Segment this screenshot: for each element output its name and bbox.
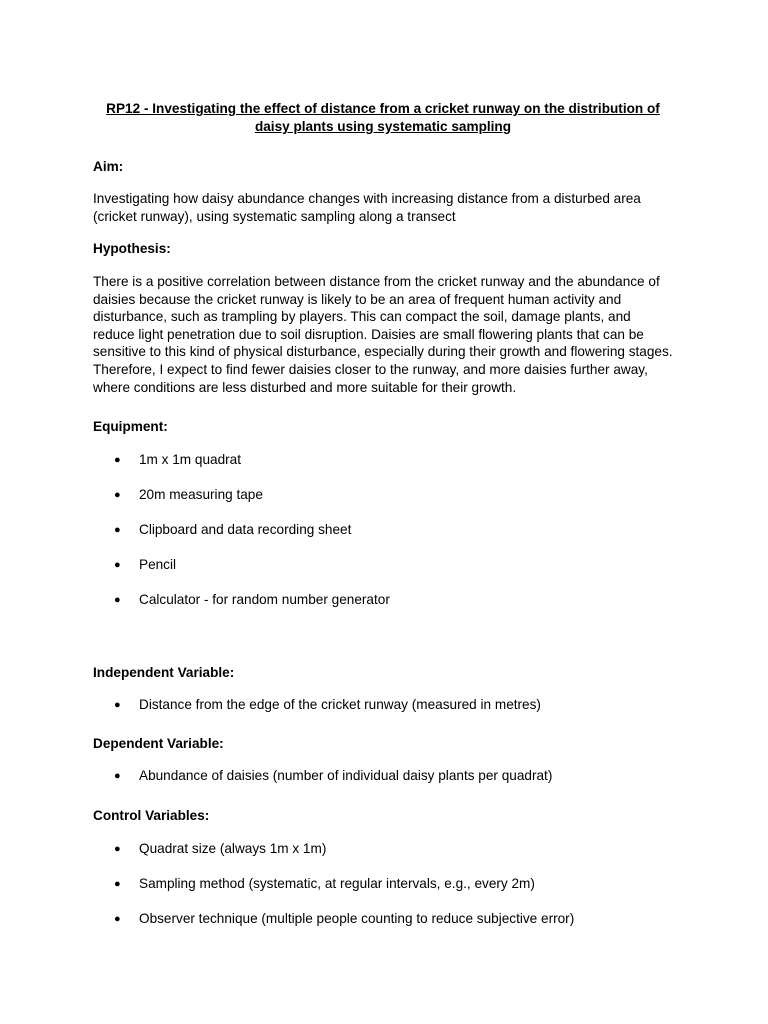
bullet-icon: ● [114, 524, 121, 536]
bullet-icon: ● [114, 878, 121, 890]
independent-variable-heading: Independent Variable: [93, 665, 235, 680]
equipment-item-text: Clipboard and data recording sheet [139, 522, 352, 537]
independent-variable-text: Distance from the edge of the cricket runway (measured in metres) [139, 697, 541, 712]
control-variable-item [93, 910, 673, 928]
control-variable-item [93, 875, 673, 893]
document-title [93, 100, 673, 136]
dependent-variable-item [93, 767, 673, 785]
bullet-icon: ● [114, 454, 121, 466]
bullet-icon: ● [114, 559, 121, 571]
title-line-1: RP12 - Investigating the effect of distance from a cricket runway on the distribution of [106, 101, 660, 116]
dependent-variable-heading: Dependent Variable: [93, 736, 224, 751]
control-variable-text: Sampling method (systematic, at regular intervals, e.g., every 2m) [139, 876, 535, 891]
equipment-item-text: 20m measuring tape [139, 487, 263, 502]
equipment-list-item [93, 451, 673, 469]
equipment-list-item [93, 486, 673, 504]
equipment-heading: Equipment: [93, 419, 168, 434]
equipment-list-item [93, 556, 673, 574]
bullet-icon: ● [114, 489, 121, 501]
independent-variable-item [93, 696, 673, 714]
aim-heading: Aim: [93, 159, 124, 174]
equipment-list-item [93, 521, 673, 539]
control-variable-text: Quadrat size (always 1m x 1m) [139, 841, 327, 856]
dependent-variable-text: Abundance of daisies (number of individual daisy plants per quadrat) [139, 768, 553, 783]
bullet-icon: ● [114, 594, 121, 606]
bullet-icon: ● [114, 913, 121, 925]
control-variable-text: Observer technique (multiple people counting to reduce subjective error) [139, 911, 575, 926]
equipment-item-text: 1m x 1m quadrat [139, 452, 241, 467]
hypothesis-text: There is a positive correlation between distance from the cricket runway and the abundance of daisies because the cricket runway is likely to be an area of frequent human activity and disturbance, such as trampling by players. This can compact the soil, damage plants, and reduce light penetration due to soil disruption. Daisies are small flowering plants that can be sensitive to this kind of physical disturbance, especially during their growth and flowering stages. Therefore, I expect to find fewer daisies closer to the runway, and more daisies further away, where conditions are less disturbed and more suitable for their growth. [93, 274, 673, 395]
equipment-item-text: Pencil [139, 557, 177, 572]
control-variables-heading: Control Variables: [93, 808, 210, 823]
hypothesis-heading: Hypothesis: [93, 241, 171, 256]
equipment-item-text: Calculator - for random number generator [139, 592, 390, 607]
aim-text: Investigating how daisy abundance changes with increasing distance from a disturbed area (cricket runway), using systematic sampling along a transect [93, 191, 641, 224]
bullet-icon: ● [114, 699, 121, 711]
bullet-icon: ● [114, 770, 121, 782]
bullet-icon: ● [114, 843, 121, 855]
control-variable-item [93, 840, 673, 858]
equipment-list-item [93, 591, 673, 609]
title-line-2: daisy plants using systematic sampling [254, 119, 512, 134]
